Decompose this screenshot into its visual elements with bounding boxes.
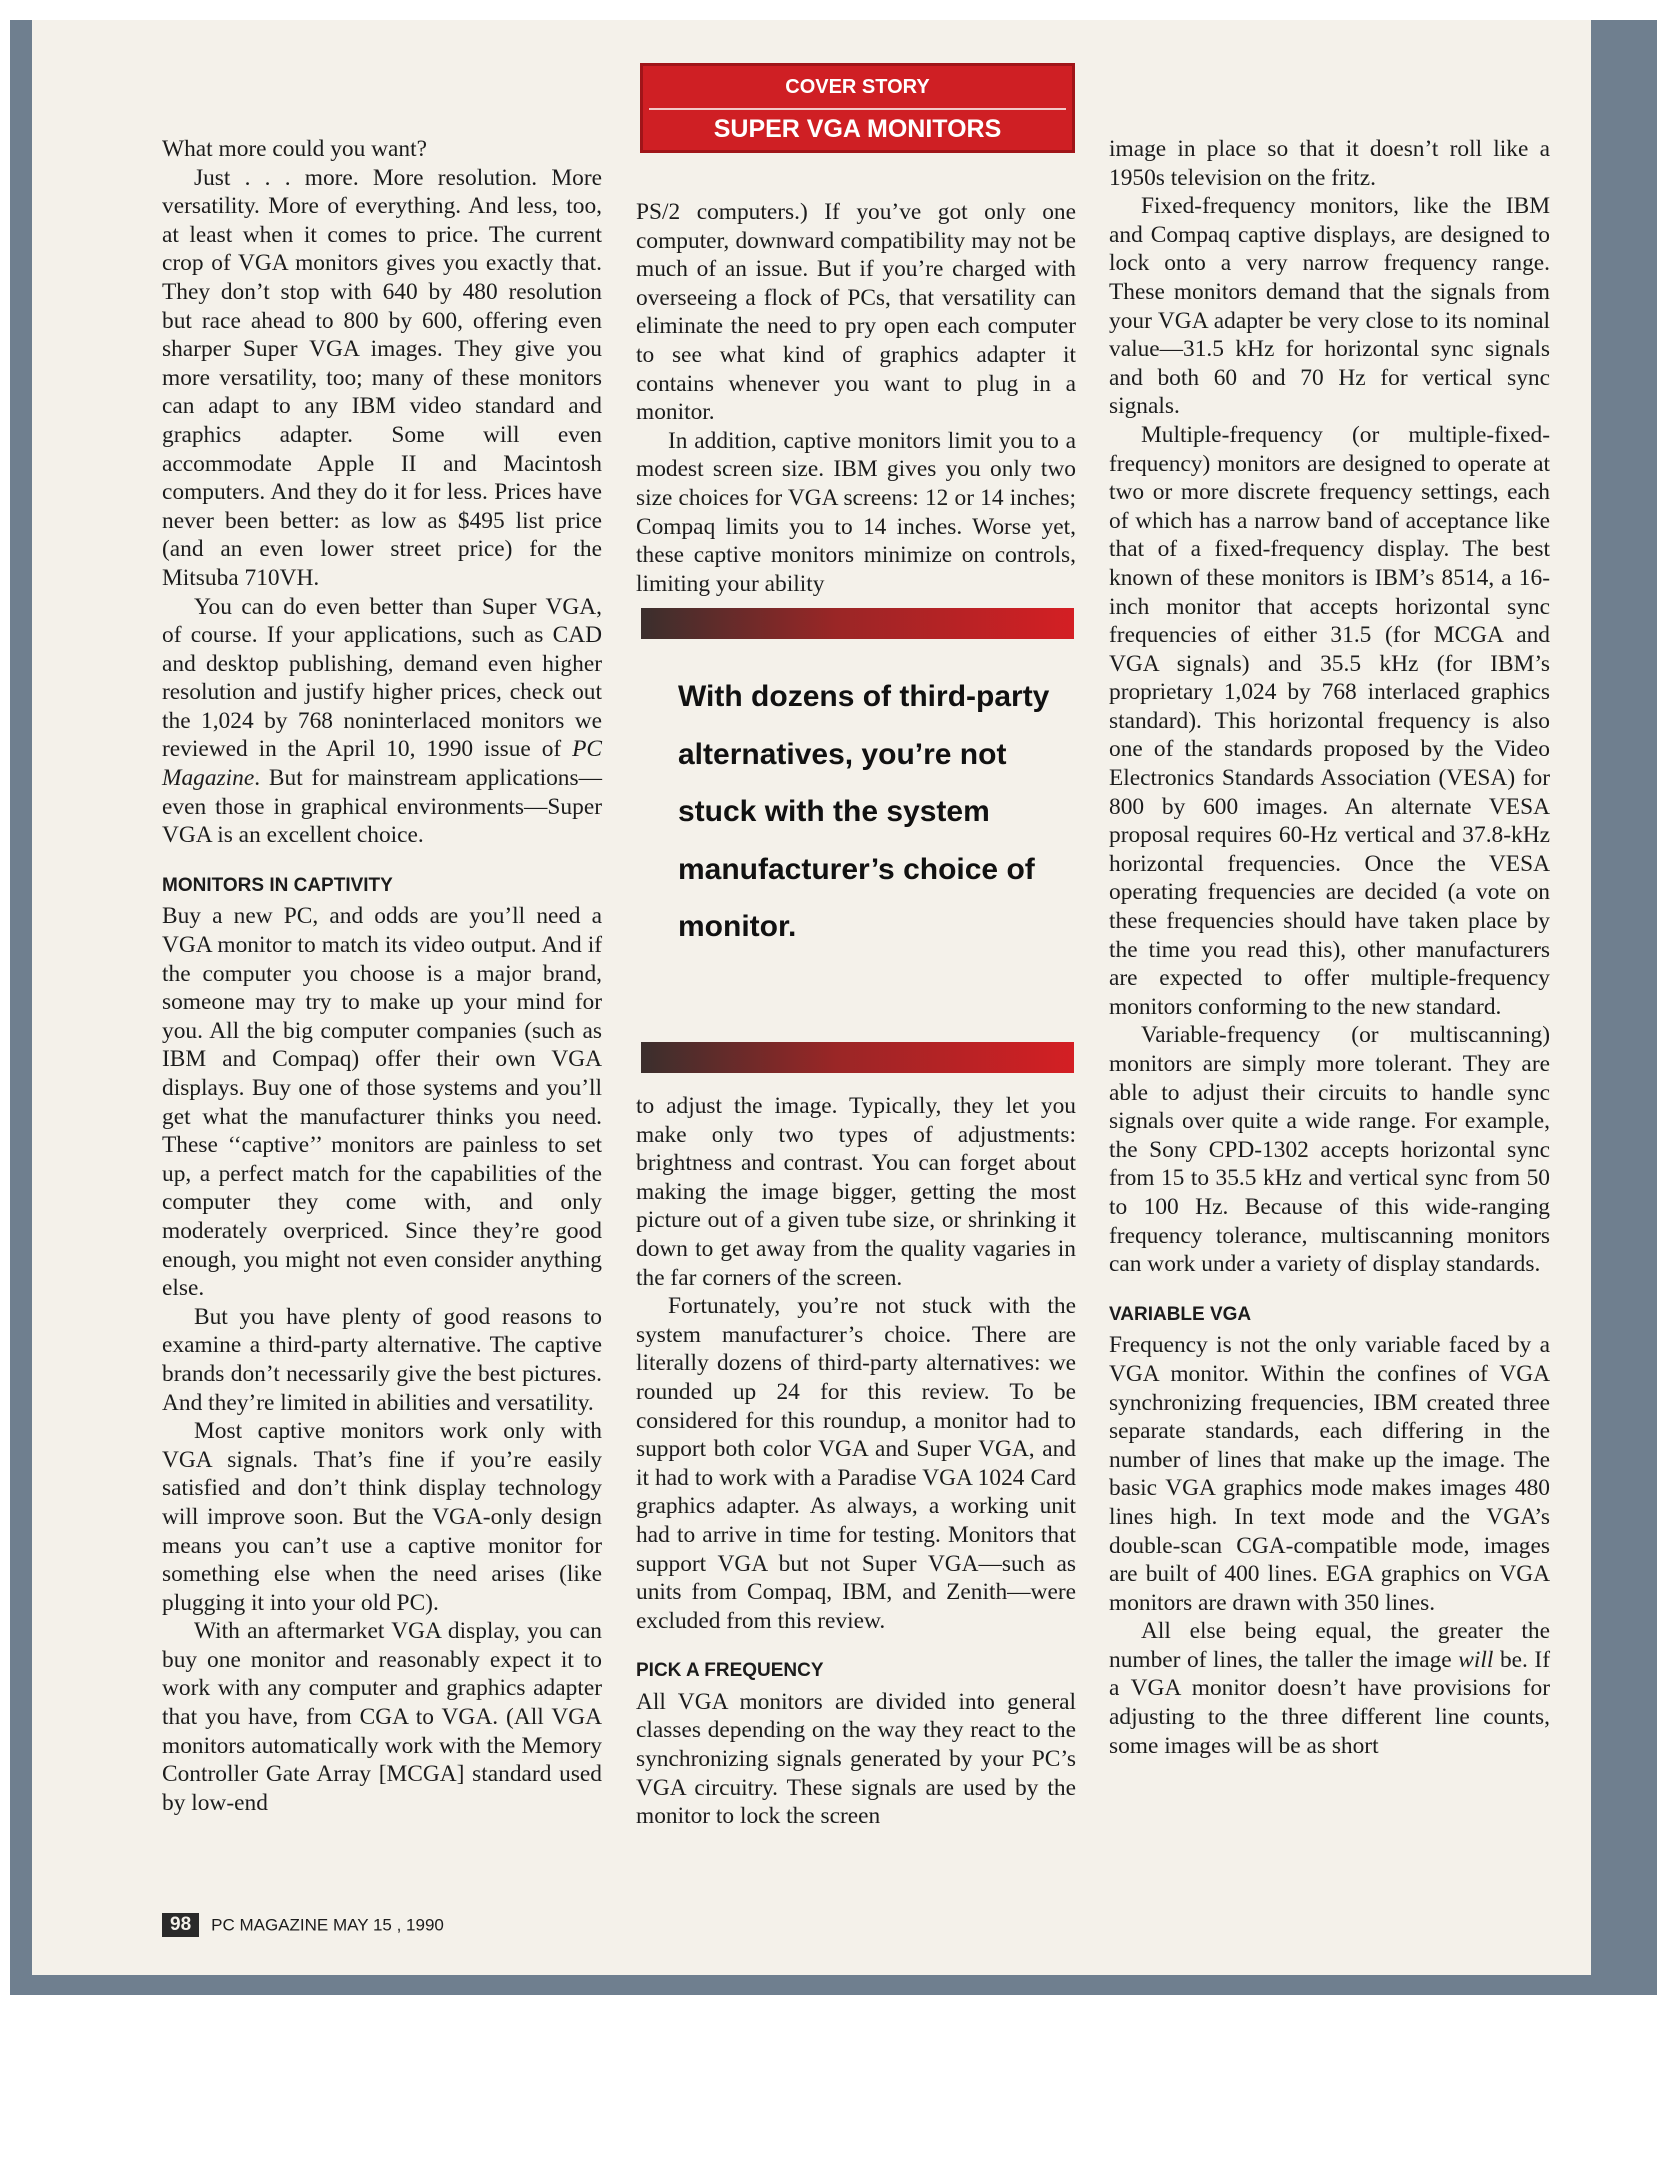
column-2-top [636, 198, 1076, 598]
column-1 [162, 135, 602, 1817]
paragraph: But you have plenty of good reasons to examine a third-party alternative. The captive brands don’t necessarily give the best pictures. And they’re limited in abilities and versatility. [162, 1303, 602, 1416]
subheading-variable-vga: VARIABLE VGA [1109, 1303, 1252, 1325]
magazine-issue: PC MAGAZINE MAY 15 , 1990 [211, 1915, 444, 1935]
paragraph: to adjust the image. Typically, they let you make only two types of adjustments: brightness and contrast. You can forget about making the image bigger, getting the most picture out of a given tube size, or shrinking it down to get away from the quality vagaries in the far corners of the screen. [636, 1093, 1076, 1291]
paragraph: PS/2 computers.) If you’ve got only one computer, downward compatibility may not be much of an issue. But if you’re charged with overseeing a flock of PCs, that versatility can eliminate the need to pry open each computer to see what kind of graphics adapter it contains whenever you want to plug in a monitor. [636, 199, 1076, 426]
paragraph: Variable-frequency (or multiscanning) monitors are simply more tolerant. They are able to adjust their circuits to handle sync signals over quite a wide range. For example, the Sony CPD-1302 accepts horizontal sync from 15 to 35.5 kHz and vertical sync from 50 to 100 Hz. Because of this wide-ranging frequency tolerance, multiscanning monitors can work under a variety of display standards. [1109, 1022, 1550, 1278]
pull-quote-rule-top [641, 608, 1074, 639]
paragraph: Just . . . more. More resolution. More versatility. More of everything. And less, too, at least when it comes to price. The current crop of VGA monitors gives you exactly that. They don’t stop with 640 by 480 resolution but race ahead to 800 by 600, offering even sharper Super VGA images. They give you more versatility, too; many of these monitors can adapt to any IBM video standard and graphics adapter. Some will even accommodate Apple II and Macintosh computers. And they do it for less. Prices have never been better: as low as $495 list price (and an even lower street price) for the Mitsuba 710VH. [162, 164, 602, 591]
column-2-bottom [636, 1092, 1076, 1831]
paragraph: What more could you want? [162, 136, 428, 162]
paragraph: Multiple-frequency (or multiple-fixed-frequency) monitors are designed to operate at two or more discrete frequency settings, each of which has a narrow band of acceptance like that of a fixed-frequency display. The best known of these monitors is IBM’s 8514, a 16-inch monitor that accepts horizontal sync frequencies of either 31.5 (for MCGA and VGA signals) and 35.5 kHz (for IBM’s proprietary 1,024 by 768 interlaced graphics standard). This horizontal frequency is also one of the standards proposed by the Video Electronics Standards Association (VESA) for 800 by 600 images. An alternate VESA proposal requires 60-Hz vertical and 37.8-kHz horizontal frequencies. Once the VESA operating frequencies are decided (a vote on these frequencies should have taken place by the time you read this), other manufacturers are expected to offer multiple-frequency monitors conforming to the new standard. [1109, 421, 1550, 1020]
subheading-pick-a-frequency: PICK A FREQUENCY [636, 1660, 824, 1682]
magazine-title-italic: PC Magazine [162, 736, 602, 792]
paragraph: Most captive monitors work only with VGA signals. That’s fine if you’re easily satisfied and don’t think display technology will improve soon. But the VGA-only design means you can’t use a captive monitor for something else when the need arises (like plugging it into your old PC). [162, 1418, 602, 1616]
subheading-monitors-in-captivity: MONITORS IN CAPTIVITY [162, 874, 393, 896]
paragraph: You can do even better than Super VGA, of course. If your applications, such as CAD and desktop publishing, demand even higher resolution and justify higher prices, check out the 1,024 by 768 noninterlaced monitors we reviewed in the April 10, 1990 issue of PC Magazine. But for mainstream applications—even those in graphical environments—Super VGA is an excellent choice. [162, 593, 602, 849]
section-title: SUPER VGA MONITORS [713, 115, 1002, 143]
page-number: 98 [162, 1913, 199, 1937]
banner-divider [649, 108, 1066, 110]
section-label: COVER STORY [785, 76, 930, 98]
paragraph: Frequency is not the only variable faced by a VGA monitor. Within the confines of VGA synchronizing frequencies, IBM created three separate standards, each differing in the number of lines that make up the image. The basic VGA graphics mode makes images 480 lines high. In text mode and the VGA’s double-scan CGA-compatible mode, images are built of 400 lines. EGA graphics on VGA monitors are drawn with 350 lines. [1109, 1332, 1550, 1616]
pull-quote-rule-bottom [641, 1042, 1074, 1073]
paragraph: Fixed-frequency monitors, like the IBM and Compaq captive displays, are designed to lock onto a very narrow frequency range. These monitors demand that the signals from your VGA adapter be very close to its nominal value—31.5 kHz for horizontal sync signals and both 60 and 70 Hz for vertical sync signals. [1109, 193, 1550, 420]
paragraph: With an aftermarket VGA display, you can buy one monitor and reasonably expect it to work with any computer and graphics adapter that you have, from CGA to VGA. (All VGA monitors automatically work with the Memory Controller Gate Array [MCGA] standard used by low-end [162, 1618, 602, 1816]
paragraph: Fortunately, you’re not stuck with the system manufacturer’s choice. There are literally dozens of third-party alternatives: we rounded up 24 for this review. To be considered for this roundup, a monitor had to support both color VGA and Super VGA, and it had to work with a Paradise VGA 1024 Card graphics adapter. As always, a working unit had to arrive in time for testing. Monitors that support VGA but not Super VGA—such as units from Compaq, IBM, and Zenith—were excluded from this review. [636, 1293, 1076, 1634]
section-banner [640, 63, 1075, 153]
column-3 [1109, 135, 1550, 1760]
paragraph: In addition, captive monitors limit you to a modest screen size. IBM gives you only two size choices for VGA screens: 12 or 14 inches; Compaq limits you to 14 inches. Worse yet, these captive monitors minimize on controls, limiting your ability [636, 427, 1076, 597]
emphasis-italic: will [1458, 1646, 1494, 1673]
paragraph: image in place so that it doesn’t roll like a 1950s television on the fritz. [1109, 136, 1550, 191]
paragraph: All VGA monitors are divided into general classes depending on the way they react to the synchronizing signals generated by your PC’s VGA circuitry. These signals are used by the monitor to lock the screen [636, 1688, 1076, 1830]
page-footer [162, 1913, 444, 1937]
paragraph: All else being equal, the greater the number of lines, the taller the image will be. If a VGA monitor doesn’t have provisions for adjusting to the three different line counts, some images will be as short [1109, 1618, 1551, 1759]
pull-quote: With dozens of third-party alternatives, you’re not stuck with the system manufacturer’s choice of monitor. [678, 680, 1050, 943]
paragraph: Buy a new PC, and odds are you’ll need a VGA monitor to match its video output. And if the computer you choose is a major brand, someone may try to make up your mind for you. All the big computer companies (such as IBM and Compaq) offer their own VGA displays. Buy one of those systems and you’ll get what the manufacturer thinks you need. These ‘‘captive’’ monitors are painless to set up, a perfect match for the capabilities of the computer they come with, and only moderately overpriced. Since they’re good enough, you might not even consider anything else. [162, 903, 602, 1302]
